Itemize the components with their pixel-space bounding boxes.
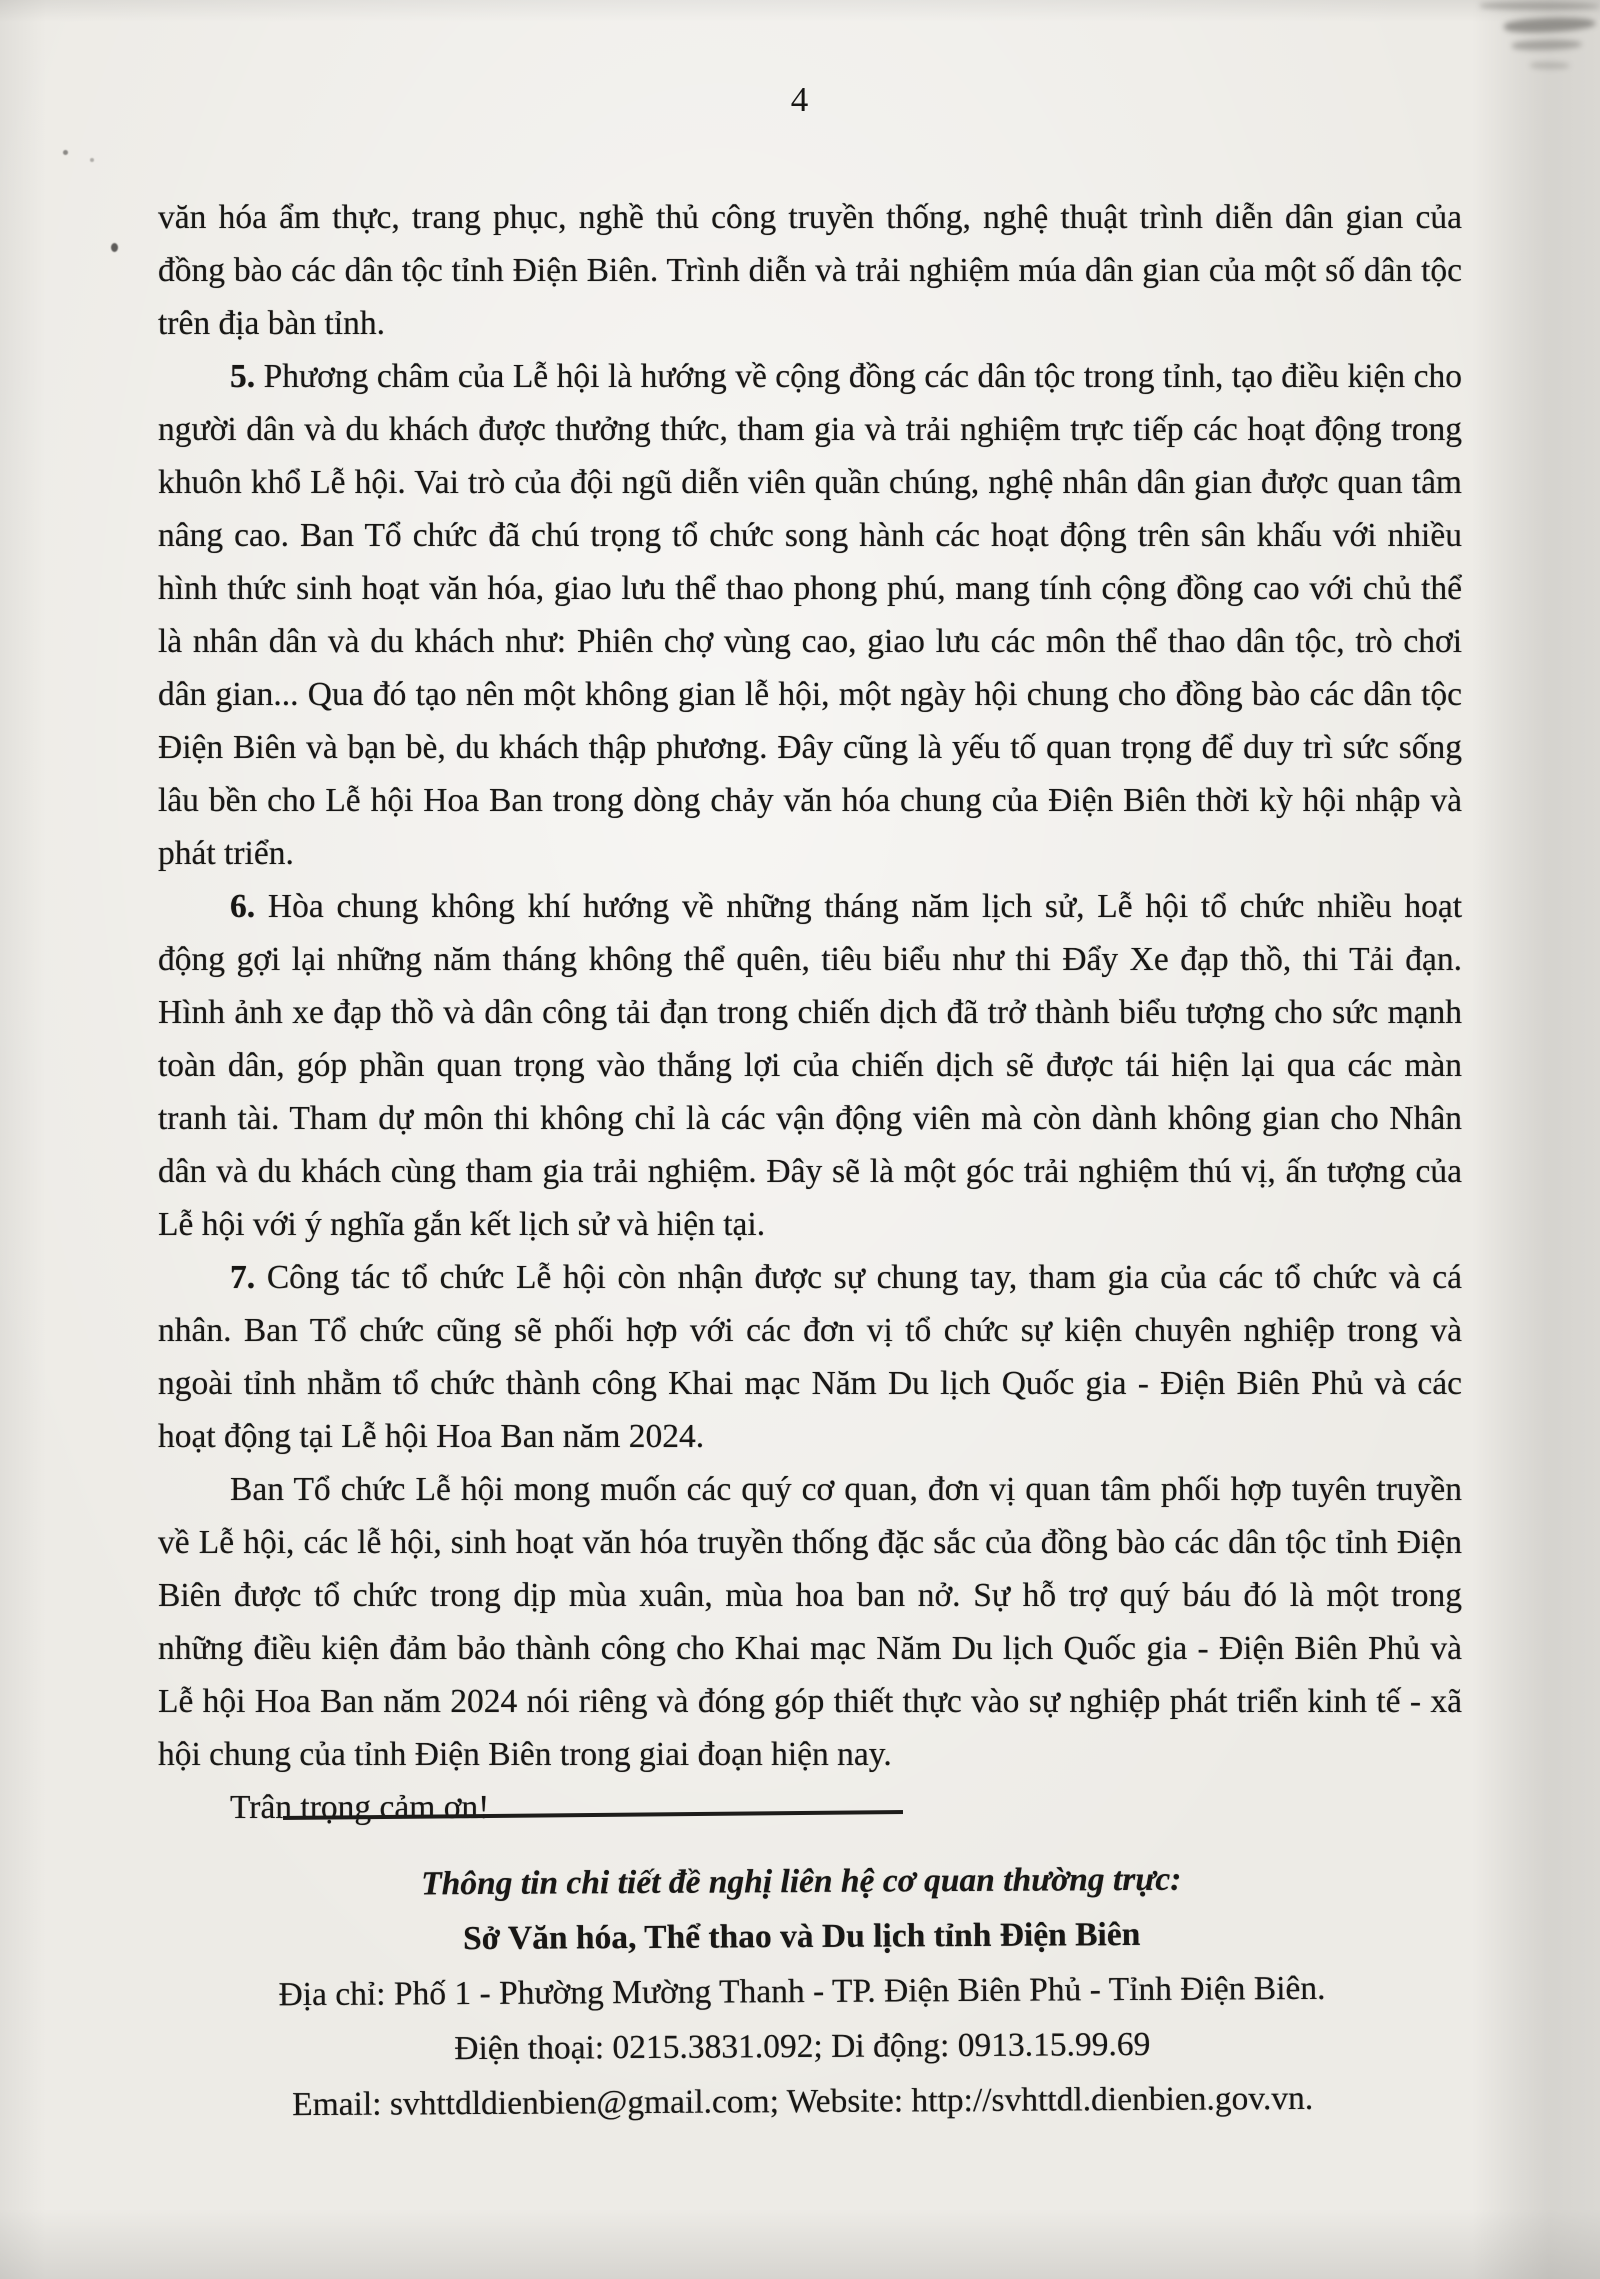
scan-speck (111, 243, 118, 252)
scan-speck (90, 158, 94, 162)
footer-email-website: Email: svhttdldienbien@gmail.com; Website: http://svhttdl.dienbien.gov.vn. (292, 2079, 1314, 2124)
page-number: 4 (790, 80, 810, 119)
paragraph-text: Ban Tổ chức Lễ hội mong muốn các quý cơ quan, đơn vị quan tâm phối hợp tuyên truyền về Lễ hội, các lễ hội, sinh hoạt văn hóa truyền thống đặc sắc của đồng bào các dân tộc tỉnh Điện Biên được tổ chức trong dịp mùa xuân, mùa hoa ban nở. Sự hỗ trợ quý báu đó là một trong những điều kiện đảm bảo thành công cho Khai mạc Năm Du lịch Quốc gia - Điện Biên Phủ và Lễ hội Hoa Ban năm 2024 nói riêng và đóng góp thiết thực vào sự nghiệp phát triển kinh tế - xã hội chung của tỉnh Điện Biên trong giai đoạn hiện nay. (158, 1471, 1462, 1773)
paragraph-6 (158, 880, 1462, 1251)
paragraph-text: Hòa chung không khí hướng về những tháng năm lịch sử, Lễ hội tổ chức nhiều hoạt động gợi lại những năm tháng không thể quên, tiêu biểu như thi Đẩy Xe đạp thồ, thi Tải đạn. Hình ảnh xe đạp thồ và dân công tải đạn trong chiến dịch đã trở thành biểu tượng cho sức mạnh toàn dân, góp phần quan trọng vào thắng lợi của chiến dịch sẽ được tái hiện lại qua các màn tranh tài. Tham dự môn thi không chỉ là các vận động viên mà còn dành không gian cho Nhân dân và du khách cùng tham gia trải nghiệm. Đây sẽ là một góc trải nghiệm thú vị, ấn tượng của Lễ hội với ý nghĩa gắn kết lịch sử và hiện tại. (158, 888, 1462, 1243)
paragraph-closing (158, 1463, 1462, 1781)
paragraph-number: 5. (230, 358, 256, 395)
footer-address: Địa chỉ: Phố 1 - Phường Mường Thanh - TP. Điện Biên Phủ - Tỉnh Điện Biên. (278, 1969, 1326, 2014)
document-body (158, 191, 1462, 1834)
scan-speck (63, 150, 68, 155)
scan-shadow-band (1472, 0, 1600, 2279)
paragraph-continuation (158, 191, 1462, 350)
scan-smudge (1480, 2, 1600, 10)
paragraph-thanks (158, 1781, 1462, 1834)
contact-footer (145, 1850, 1459, 2133)
paragraph-text: Công tác tổ chức Lễ hội còn nhận được sự chung tay, tham gia của các tổ chức và cá nhân. Ban Tổ chức cũng sẽ phối hợp với các đơn vị tổ chức sự kiện chuyên nghiệp trong và ngoài tỉnh nhằm tổ chức thành công Khai mạc Năm Du lịch Quốc gia - Điện Biên Phủ và các hoạt động tại Lễ hội Hoa Ban năm 2024. (158, 1259, 1462, 1455)
paragraph-7 (158, 1251, 1462, 1463)
paragraph-number: 7. (230, 1259, 256, 1296)
scan-smudge (1530, 62, 1570, 69)
paragraph-text: Phương châm của Lễ hội là hướng về cộng đồng các dân tộc trong tỉnh, tạo điều kiện cho người dân và du khách được thưởng thức, tham gia và trải nghiệm trực tiếp các hoạt động trong khuôn khổ Lễ hội. Vai trò của đội ngũ diễn viên quần chúng, nghệ nhân dân gian được quan tâm nâng cao. Ban Tổ chức đã chú trọng tổ chức song hành các hoạt động trên sân khấu với nhiều hình thức sinh hoạt văn hóa, giao lưu thể thao phong phú, mang tính cộng đồng cao với chủ thể là nhân dân và du khách như: Phiên chợ vùng cao, giao lưu các môn thể thao dân tộc, trò chơi dân gian... Qua đó tạo nên một không gian lễ hội, một ngày hội chung cho đồng bào các dân tộc Điện Biên và bạn bè, du khách thập phương. Đây cũng là yếu tố quan trọng để duy trì sức sống lâu bền cho Lễ hội Hoa Ban trong dòng chảy văn hóa chung của Điện Biên thời kỳ hội nhập và phát triển. (158, 358, 1462, 872)
footer-heading: Thông tin chi tiết đề nghị liên hệ cơ quan thường trực: (421, 1860, 1182, 1903)
paragraph-number: 6. (230, 888, 256, 925)
footer-organization: Sở Văn hóa, Thể thao và Du lịch tỉnh Điện Biên (462, 1915, 1141, 1958)
paragraph-text: Trân trọng cảm ơn! (230, 1789, 490, 1826)
footer-phone: Điện thoại: 0215.3831.092; Di động: 0913.15.99.69 (454, 2025, 1151, 2068)
paragraph-text: văn hóa ẩm thực, trang phục, nghề thủ công truyền thống, nghệ thuật trình diễn dân gian của đồng bào các dân tộc tỉnh Điện Biên. Trình diễn và trải nghiệm múa dân gian của một số dân tộc trên địa bàn tỉnh. (158, 199, 1462, 342)
paragraph-5 (158, 350, 1462, 880)
